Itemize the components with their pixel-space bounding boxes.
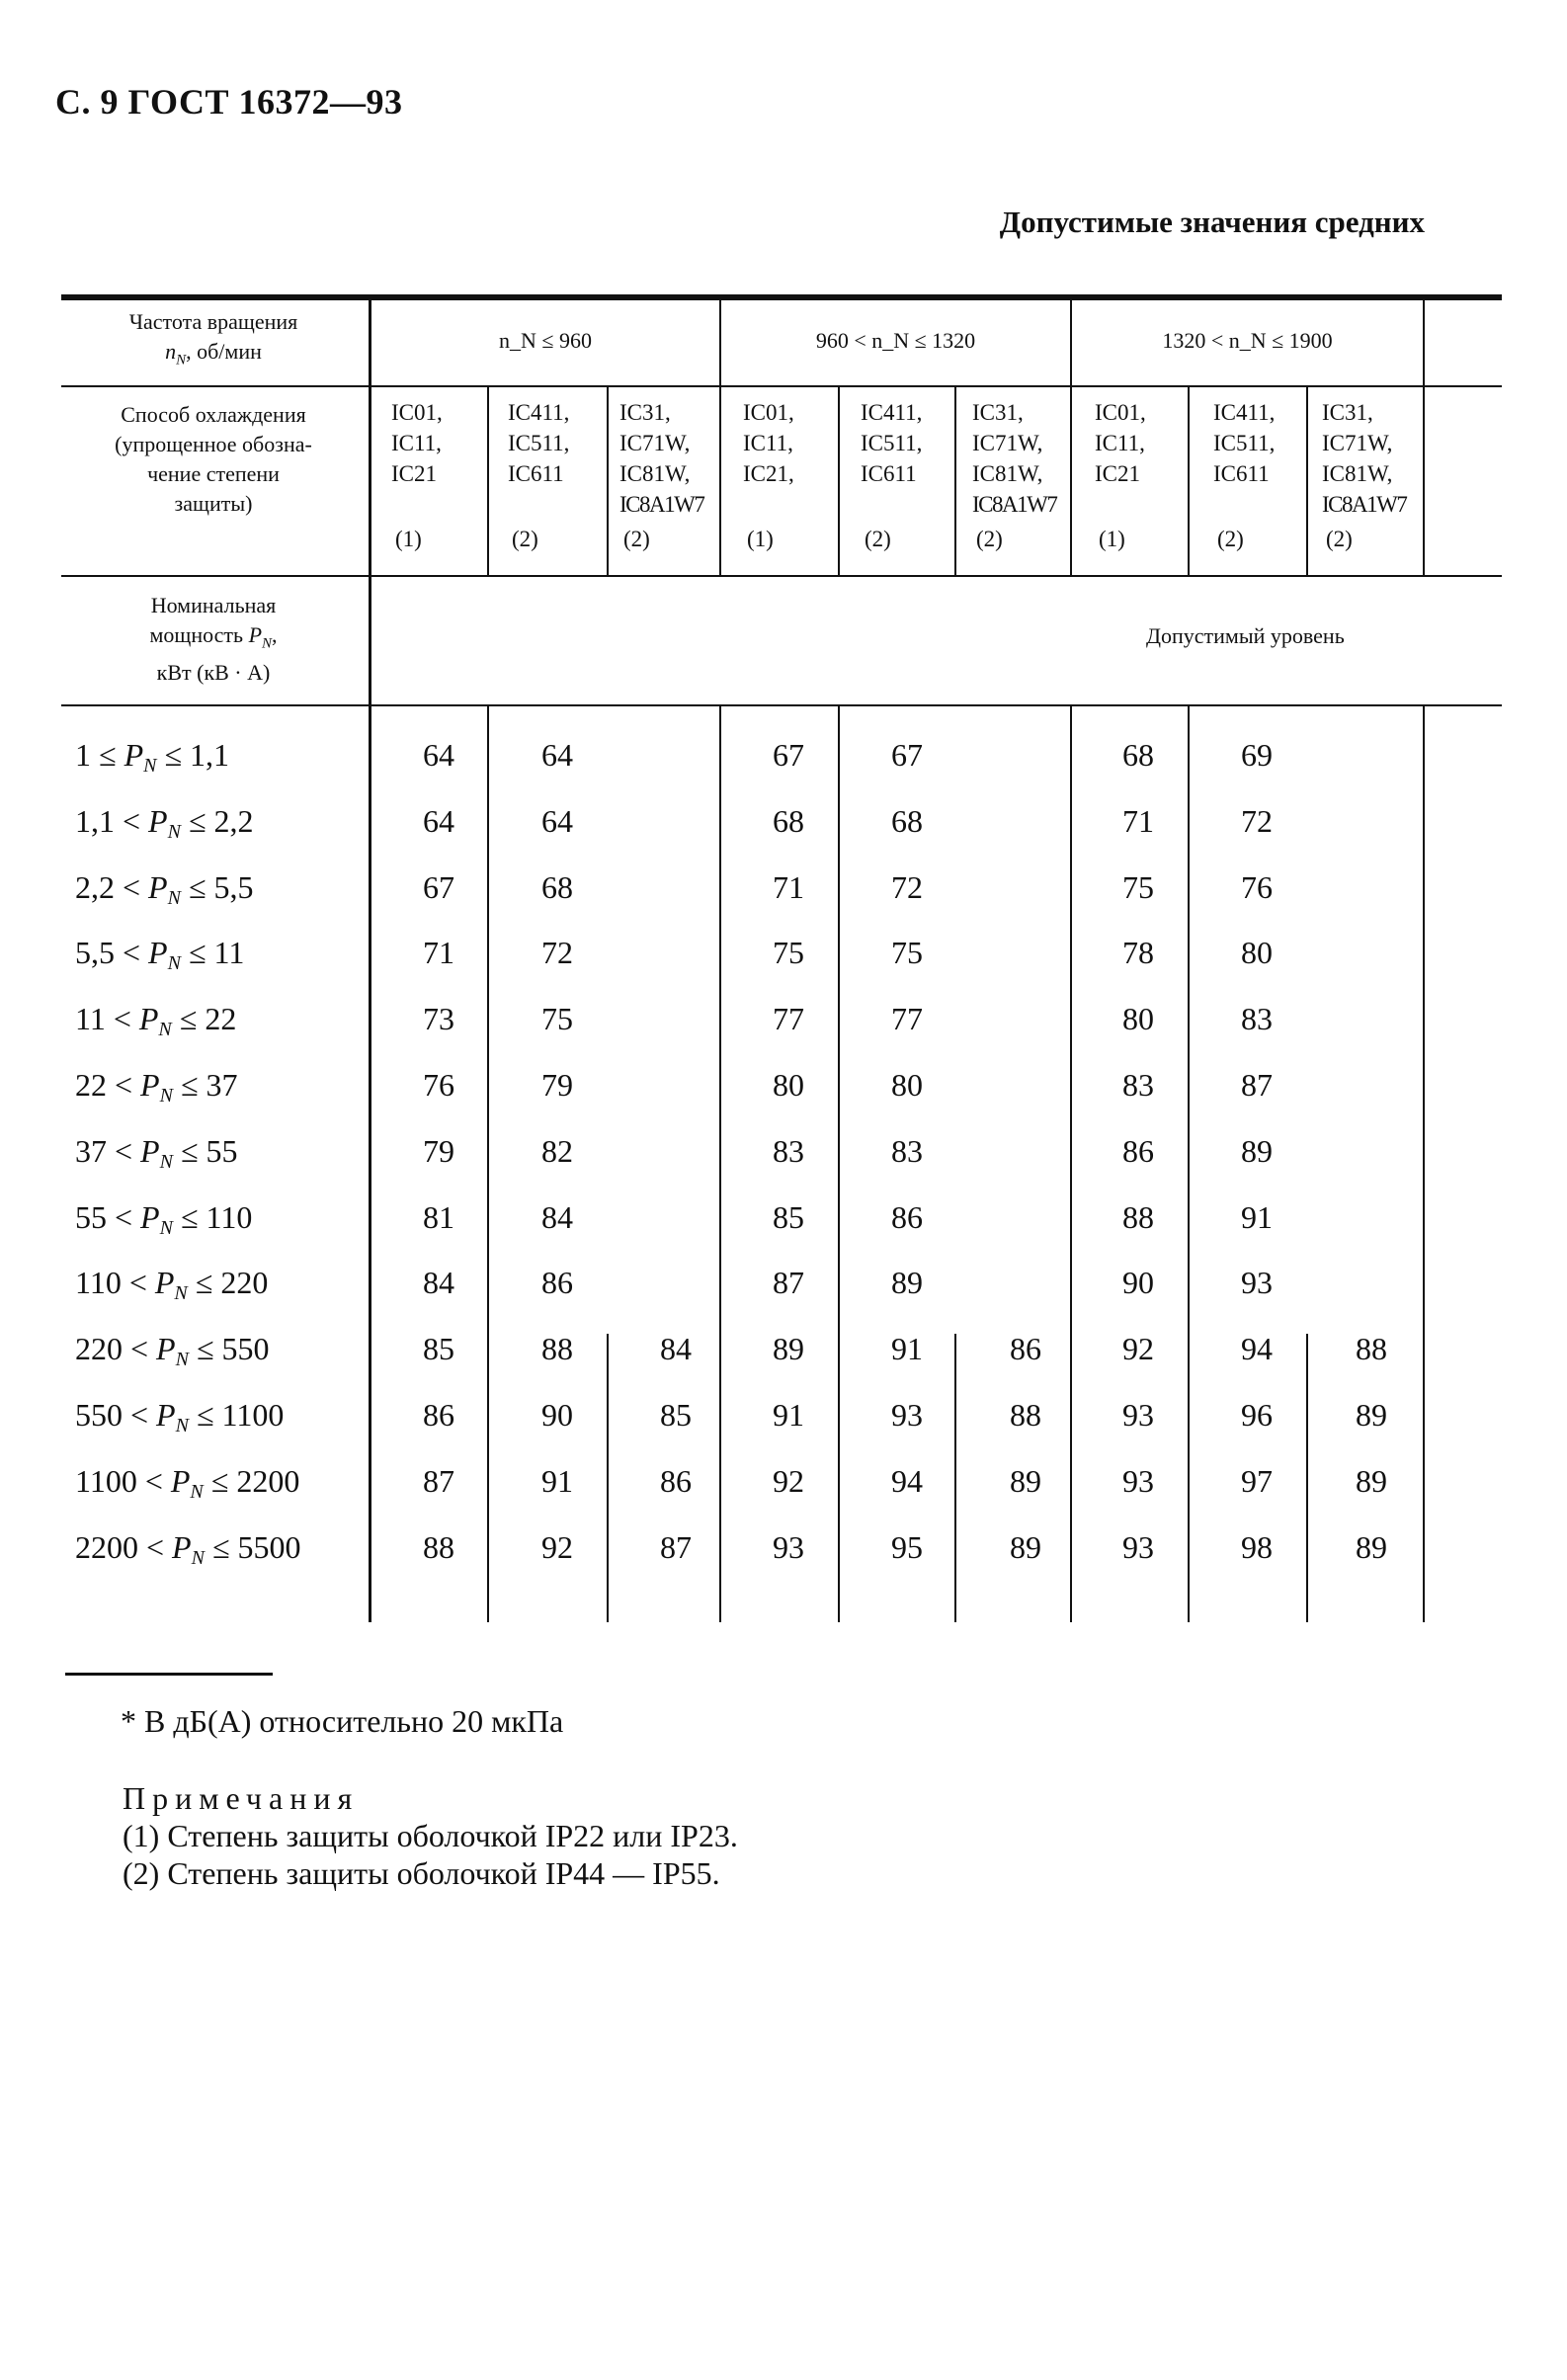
table-cell: 80: [773, 1067, 804, 1103]
cooling-group-7: IC01, IC11, IC21 (1): [1095, 397, 1146, 489]
table-cell: 75: [891, 935, 923, 971]
table-cell: 68: [891, 802, 923, 839]
table-cell: 84: [541, 1198, 573, 1235]
table-cell: 69: [1241, 737, 1273, 773]
speed-range-3: 1320 < n_N ≤ 1900: [1162, 328, 1333, 353]
table-cell: 64: [423, 737, 454, 773]
table-cell: 71: [1122, 802, 1154, 839]
table-cell: 68: [541, 868, 573, 905]
table-cell: 95: [891, 1528, 923, 1565]
table-cell: 72: [541, 935, 573, 971]
table-cell: 88: [541, 1331, 573, 1367]
table-cell: 87: [1241, 1067, 1273, 1103]
notes-title: Примечания: [123, 1780, 360, 1816]
table-cell: 78: [1122, 935, 1154, 971]
table-cell: 82: [541, 1132, 573, 1169]
cooling-header-label: Способ охлаждения (упрощенное обозна- чение степени защиты): [115, 402, 312, 516]
table-cell: 64: [541, 802, 573, 839]
table-cell: 93: [1122, 1462, 1154, 1499]
row-label: $2200 < P_N \le 5500$: [75, 1528, 301, 1569]
table-cell: 75: [773, 935, 804, 971]
table-cell: 91: [1241, 1198, 1273, 1235]
table-cell: 93: [1122, 1528, 1154, 1565]
table-caption: Допустимые значения средних: [999, 205, 1425, 239]
table-cell: 79: [541, 1067, 573, 1103]
row-label: $2,2 < P_N \le 5,5$: [75, 868, 254, 909]
table-cell: 89: [1356, 1397, 1387, 1433]
table-cell: 86: [1010, 1331, 1041, 1367]
table-cell: 89: [1241, 1132, 1273, 1169]
table-cell: 80: [1241, 935, 1273, 971]
table-cell: 79: [423, 1132, 454, 1169]
table-cell: 86: [423, 1397, 454, 1433]
table-cell: 71: [773, 868, 804, 905]
protection-note: (1): [747, 527, 774, 551]
table-cell: 91: [541, 1462, 573, 1499]
table-cell: 90: [1122, 1265, 1154, 1301]
cooling-group-9: IC31, IC71W, IC81W, IC8A1W7 (2): [1322, 397, 1406, 520]
table-cell: 68: [773, 802, 804, 839]
level-header-label: Допустимый уровень: [1146, 623, 1345, 648]
table-cell: 91: [773, 1397, 804, 1433]
table-cell: 89: [1356, 1528, 1387, 1565]
table-cell: 67: [891, 737, 923, 773]
footnote: * В дБ(А) относительно 20 мкПа: [121, 1703, 564, 1739]
row-label: $1100 < P_N \le 2200$: [75, 1462, 300, 1503]
table-cell: 72: [891, 868, 923, 905]
table-cell: 85: [423, 1331, 454, 1367]
table-cell: 93: [773, 1528, 804, 1565]
cooling-group-4: IC01, IC11, IC21, (1): [743, 397, 794, 489]
table-cell: 94: [1241, 1331, 1273, 1367]
table-cell: 86: [541, 1265, 573, 1301]
row-label: $220 < P_N \le 550$: [75, 1331, 270, 1371]
table-cell: 86: [660, 1462, 692, 1499]
cooling-group-2: IC411, IC511, IC611 (2): [508, 397, 569, 489]
table-cell: 89: [891, 1265, 923, 1301]
table-cell: 91: [891, 1331, 923, 1367]
table-cell: 75: [541, 1001, 573, 1037]
protection-note: (1): [395, 527, 422, 551]
table-cell: 87: [423, 1462, 454, 1499]
row-label: $22 < P_N \le 37$: [75, 1067, 238, 1107]
table-cell: 93: [1241, 1265, 1273, 1301]
table-cell: 89: [1010, 1528, 1041, 1565]
note-1: (1) Степень защиты оболочкой IP22 или IP23.: [123, 1818, 738, 1853]
table-cell: 98: [1241, 1528, 1273, 1565]
table-cell: 83: [891, 1132, 923, 1169]
speed-range-1: n_N ≤ 960: [499, 328, 592, 353]
table-cell: 87: [773, 1265, 804, 1301]
table-cell: 89: [773, 1331, 804, 1367]
table-cell: 77: [891, 1001, 923, 1037]
row-label: $550 < P_N \le 1100$: [75, 1397, 285, 1436]
protection-note: (2): [512, 527, 538, 551]
table-cell: 86: [1122, 1132, 1154, 1169]
table-cell: 64: [423, 802, 454, 839]
table-cell: 80: [891, 1067, 923, 1103]
table-cell: 92: [1122, 1331, 1154, 1367]
table-cell: 92: [541, 1528, 573, 1565]
table-cell: 94: [891, 1462, 923, 1499]
protection-note: (2): [1217, 527, 1244, 551]
speed-header-label: Частота вращения $n_N$, об/мин: [128, 309, 298, 369]
table-cell: 90: [541, 1397, 573, 1433]
table-cell: 76: [423, 1067, 454, 1103]
row-label: $5,5 < P_N \le 11$: [75, 935, 245, 975]
table-cell: 88: [1010, 1397, 1041, 1433]
speed-range-2: 960 < n_N ≤ 1320: [815, 328, 976, 353]
table-cell: 83: [773, 1132, 804, 1169]
row-label: $1,1 < P_N \le 2,2$: [75, 802, 254, 843]
table-cell: 83: [1241, 1001, 1273, 1037]
cooling-group-5: IC411, IC511, IC611 (2): [861, 397, 922, 489]
table-cell: 84: [660, 1331, 692, 1367]
table-cell: 97: [1241, 1462, 1273, 1499]
table-cell: 88: [423, 1528, 454, 1565]
protection-note: (2): [1326, 527, 1353, 551]
table-cell: 84: [423, 1265, 454, 1301]
protection-note: (2): [865, 527, 891, 551]
row-label: $1 \le P_N \le 1,1$: [75, 737, 230, 777]
table-cell: 81: [423, 1198, 454, 1235]
table-cell: 77: [773, 1001, 804, 1037]
row-label: $37 < P_N \le 55$: [75, 1132, 238, 1173]
cooling-group-8: IC411, IC511, IC611 (2): [1213, 397, 1275, 489]
table-cell: 92: [773, 1462, 804, 1499]
table-cell: 88: [1122, 1198, 1154, 1235]
table-cell: 73: [423, 1001, 454, 1037]
cooling-group-1: IC01, IC11, IC21 (1): [391, 397, 443, 489]
table-cell: 67: [773, 737, 804, 773]
table-cell: 80: [1122, 1001, 1154, 1037]
table-cell: 89: [1356, 1462, 1387, 1499]
table-cell: 96: [1241, 1397, 1273, 1433]
power-header-label: Номинальная мощность $P_N$, кВт (кВ · А): [149, 593, 278, 686]
table-cell: 88: [1356, 1331, 1387, 1367]
table-cell: 75: [1122, 868, 1154, 905]
table-cell: 64: [541, 737, 573, 773]
row-label: $110 < P_N \le 220$: [75, 1265, 269, 1305]
table-cell: 89: [1010, 1462, 1041, 1499]
table-cell: 86: [891, 1198, 923, 1235]
table-cell: 71: [423, 935, 454, 971]
page-header: С. 9 ГОСТ 16372—93: [55, 82, 403, 122]
footnote-rule: [65, 1673, 273, 1676]
row-label: $55 < P_N \le 110$: [75, 1198, 253, 1239]
protection-note: (1): [1099, 527, 1125, 551]
table-cell: 76: [1241, 868, 1273, 905]
note-2: (2) Степень защиты оболочкой IP44 — IP55.: [123, 1855, 720, 1891]
table-cell: 68: [1122, 737, 1154, 773]
protection-note: (2): [623, 527, 650, 551]
table-cell: 93: [1122, 1397, 1154, 1433]
cooling-group-6: IC31, IC71W, IC81W, IC8A1W7 (2): [972, 397, 1056, 520]
table-cell: 83: [1122, 1067, 1154, 1103]
table-cell: 85: [773, 1198, 804, 1235]
table-cell: 87: [660, 1528, 692, 1565]
table-cell: 72: [1241, 802, 1273, 839]
row-label: $11 < P_N \le 22$: [75, 1001, 237, 1041]
table-cell: 67: [423, 868, 454, 905]
table-cell: 85: [660, 1397, 692, 1433]
protection-note: (2): [976, 527, 1003, 551]
table-cell: 93: [891, 1397, 923, 1433]
cooling-group-3: IC31, IC71W, IC81W, IC8A1W7 (2): [619, 397, 703, 520]
